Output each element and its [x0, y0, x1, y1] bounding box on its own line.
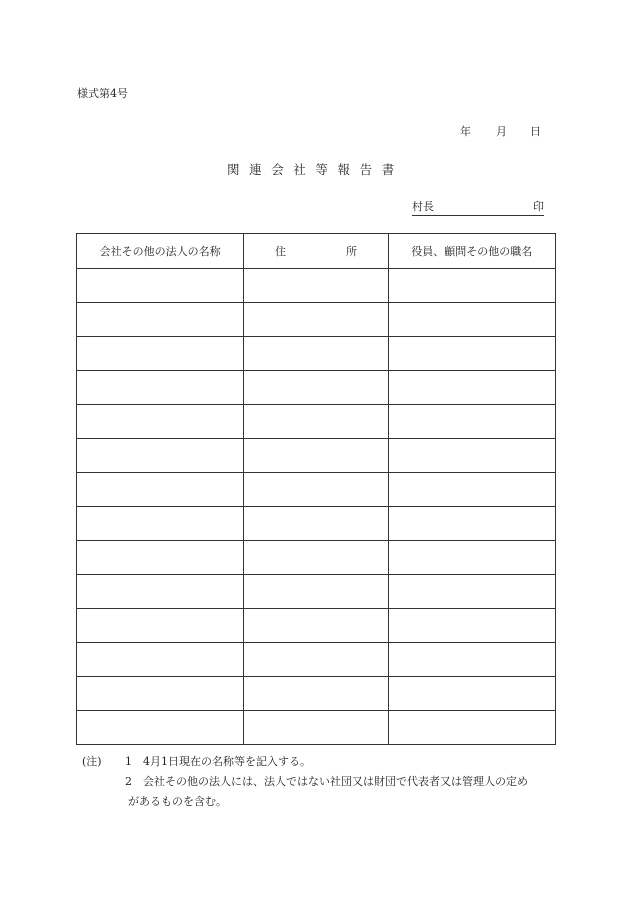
document-title: 関連会社等報告書 [227, 162, 404, 177]
position-cell[interactable] [388, 405, 555, 439]
company-name-cell[interactable] [77, 507, 244, 541]
position-cell[interactable] [388, 541, 555, 575]
company-name-cell[interactable] [77, 643, 244, 677]
company-name-cell[interactable] [77, 473, 244, 507]
table-row [77, 507, 556, 541]
report-table [76, 233, 556, 745]
header-position: 役員、顧問その他の職名 [388, 234, 555, 269]
position-cell[interactable] [388, 439, 555, 473]
company-name-cell[interactable] [77, 337, 244, 371]
table-row [77, 439, 556, 473]
form-number: 様式第4号 [77, 87, 128, 100]
date-month-label: 月 [496, 125, 507, 138]
table-row [77, 575, 556, 609]
table-row [77, 405, 556, 439]
note-text: 会社その他の法人には、法人ではない社団又は財団で代表者又は管理人の定め [143, 775, 528, 788]
table-header-row [77, 234, 556, 269]
table-row [77, 541, 556, 575]
company-name-cell[interactable] [77, 405, 244, 439]
signature-line [412, 198, 544, 216]
note-text: 4月1日現在の名称等を記入する。 [143, 755, 311, 768]
note-number: 2 [125, 775, 132, 788]
date-year-label: 年 [460, 125, 471, 138]
company-name-cell[interactable] [77, 371, 244, 405]
note-item-1 [82, 752, 528, 772]
position-cell[interactable] [388, 371, 555, 405]
address-cell[interactable] [244, 337, 388, 371]
position-cell[interactable] [388, 337, 555, 371]
address-cell[interactable] [244, 711, 388, 745]
company-name-cell[interactable] [77, 677, 244, 711]
position-cell[interactable] [388, 609, 555, 643]
address-cell[interactable] [244, 473, 388, 507]
table-row [77, 711, 556, 745]
address-cell[interactable] [244, 643, 388, 677]
table-row [77, 677, 556, 711]
address-cell[interactable] [244, 269, 388, 303]
header-address-char-2: 所 [345, 245, 357, 258]
table-row [77, 269, 556, 303]
date-line [460, 123, 541, 139]
position-cell[interactable] [388, 303, 555, 337]
table-row [77, 371, 556, 405]
header-address-char-1: 住 [274, 245, 286, 258]
date-day-label: 日 [530, 125, 541, 138]
company-name-cell[interactable] [77, 269, 244, 303]
address-cell[interactable] [244, 303, 388, 337]
position-cell[interactable] [388, 473, 555, 507]
company-name-cell[interactable] [77, 541, 244, 575]
table-row [77, 303, 556, 337]
company-name-cell[interactable] [77, 303, 244, 337]
address-cell[interactable] [244, 677, 388, 711]
address-cell[interactable] [244, 371, 388, 405]
company-name-cell[interactable] [77, 609, 244, 643]
position-cell[interactable] [388, 643, 555, 677]
note-continuation: があるものを含む。 [128, 795, 227, 808]
position-cell[interactable] [388, 507, 555, 541]
address-cell[interactable] [244, 405, 388, 439]
seal-mark: 印 [533, 200, 544, 213]
company-name-cell[interactable] [77, 575, 244, 609]
address-cell[interactable] [244, 507, 388, 541]
note-item-2 [82, 772, 528, 792]
position-cell[interactable] [388, 575, 555, 609]
table-row [77, 643, 556, 677]
header-address [244, 234, 388, 269]
table-row [77, 473, 556, 507]
company-name-cell[interactable] [77, 439, 244, 473]
address-cell[interactable] [244, 439, 388, 473]
position-cell[interactable] [388, 269, 555, 303]
position-cell[interactable] [388, 711, 555, 745]
header-company-name: 会社その他の法人の名称 [77, 234, 244, 269]
note-prefix: (注) [82, 755, 102, 768]
position-cell[interactable] [388, 677, 555, 711]
notes [82, 752, 528, 812]
mayor-label: 村長 [412, 200, 434, 213]
table-row [77, 337, 556, 371]
table-row [77, 609, 556, 643]
address-cell[interactable] [244, 609, 388, 643]
address-cell[interactable] [244, 575, 388, 609]
note-number: 1 [125, 755, 132, 768]
address-cell[interactable] [244, 541, 388, 575]
company-name-cell[interactable] [77, 711, 244, 745]
